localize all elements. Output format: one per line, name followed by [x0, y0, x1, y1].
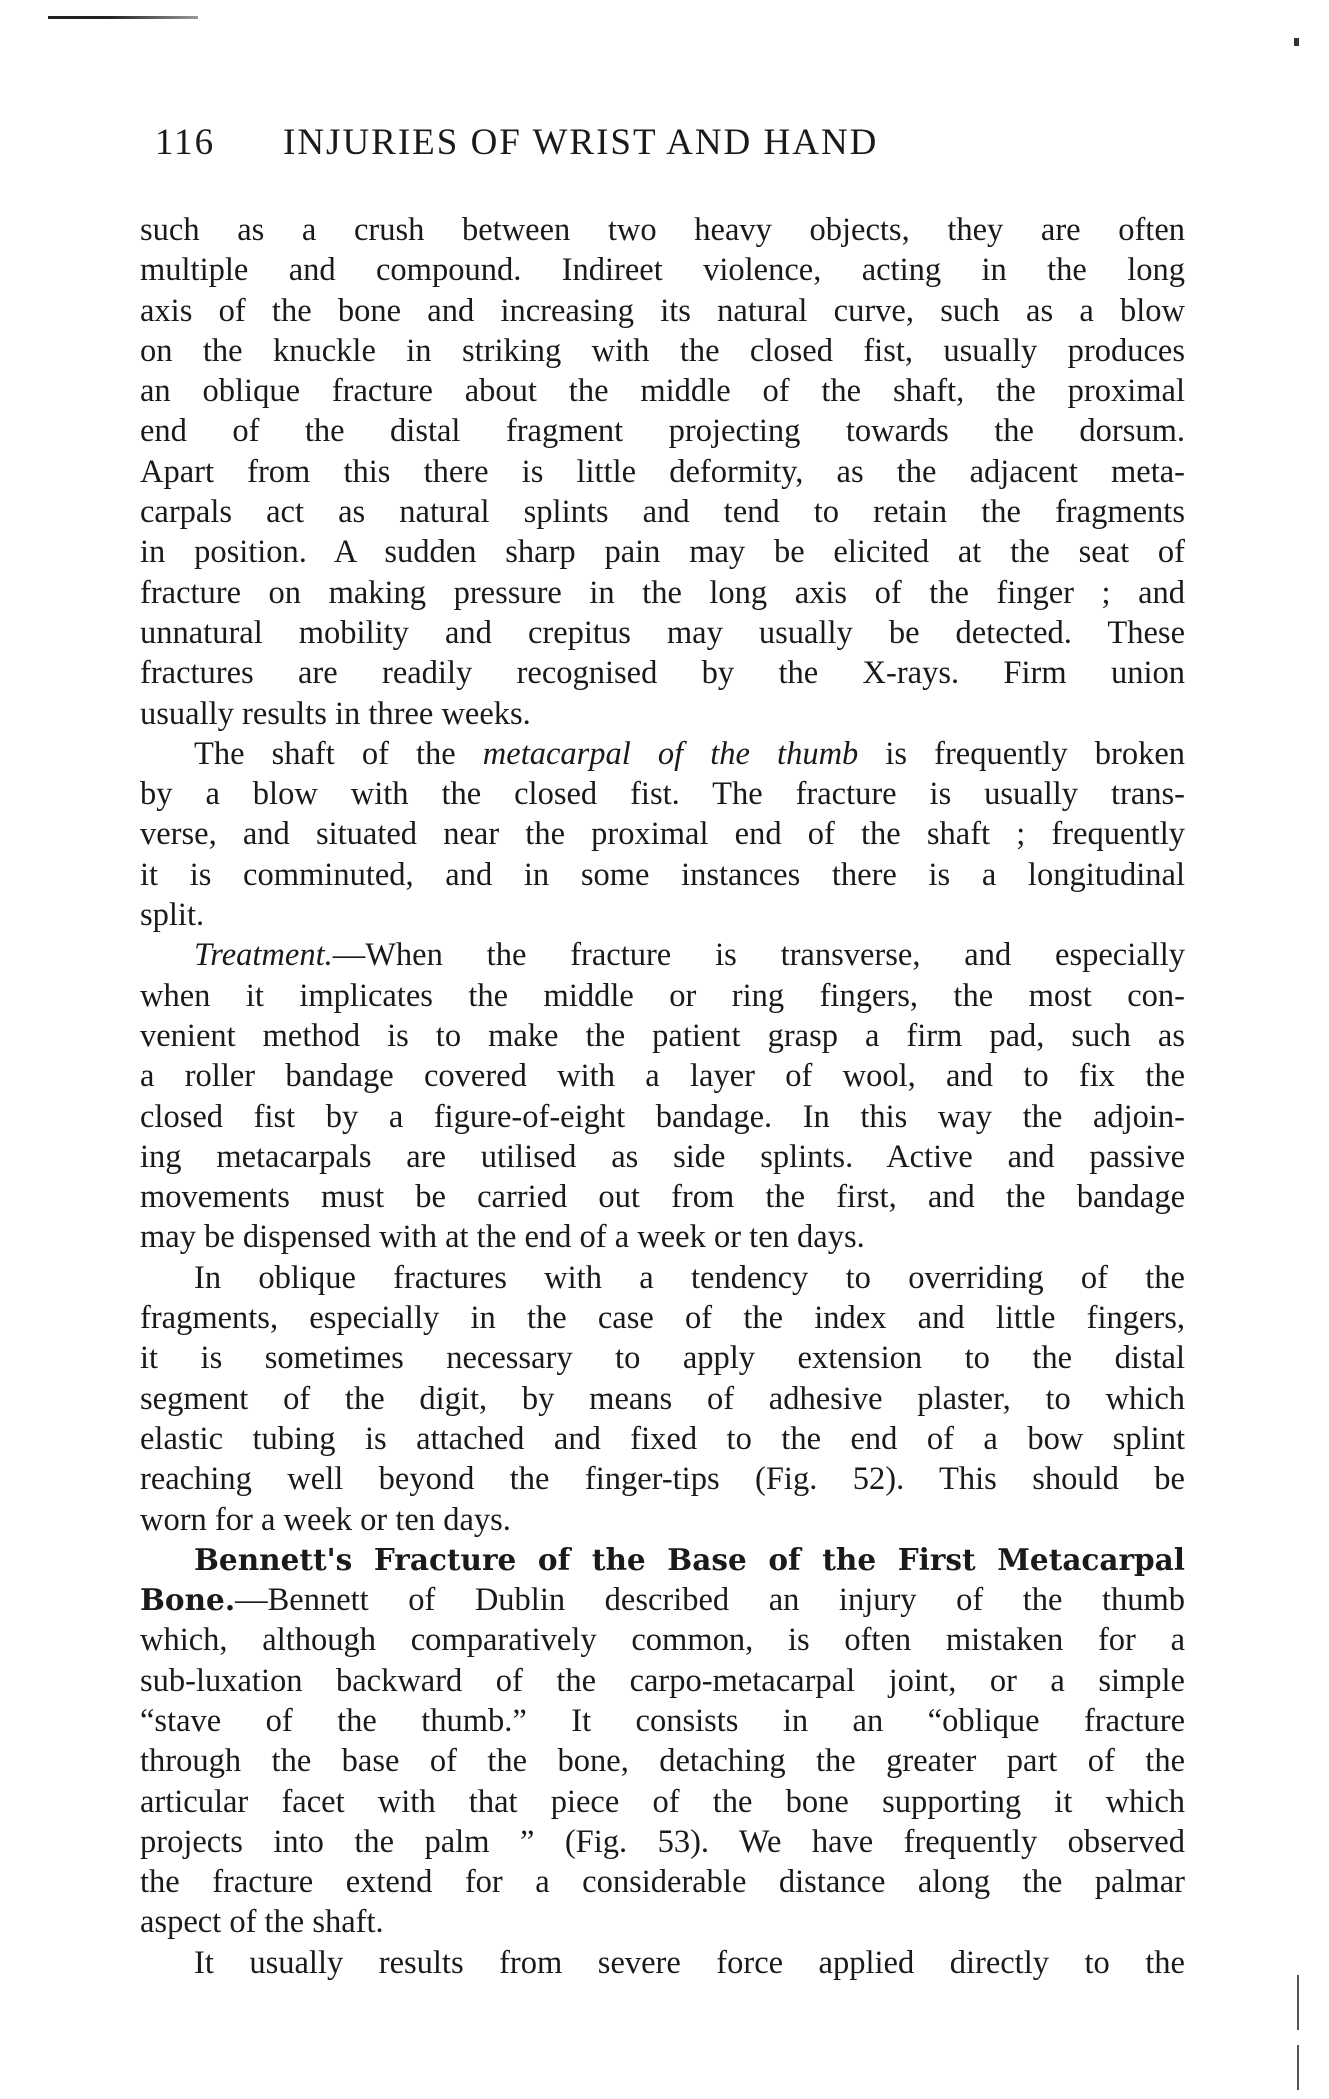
text-line [140, 1379, 1185, 1419]
text-line [140, 250, 1185, 290]
line-text: carpals act as natural splints and tend to retain the fragments [140, 494, 1185, 531]
section-heading: Bennett's Fracture of the Base of the First Metacarpal [194, 1541, 1185, 1577]
line-text: it is sometimes necessary to apply extension to the distal [140, 1340, 1185, 1377]
line-text: movements must be carried out from the first, and the bandage [140, 1179, 1185, 1216]
line-text: —When the fracture is transverse, and especially [332, 937, 1185, 974]
line-text: an oblique fracture about the middle of the shaft, the proximal [140, 373, 1185, 410]
scan-artifact-top-left [48, 16, 198, 19]
text-line [140, 694, 1185, 734]
text-line [140, 1701, 1185, 1741]
line-text: In oblique fractures with a tendency to overriding of the [194, 1259, 1185, 1296]
text-line [140, 371, 1185, 411]
text-line [140, 1580, 1185, 1620]
text-line [140, 492, 1185, 532]
text-line [140, 1258, 1185, 1298]
text-line [140, 210, 1185, 250]
emphasis-text: metacarpal of the thumb [482, 735, 859, 772]
line-text: venient method is to make the patient grasp a firm pad, such as [140, 1017, 1185, 1054]
text-line [140, 1862, 1185, 1902]
line-text: is frequently broken [858, 735, 1186, 772]
line-text: end of the distal fragment projecting towards the dorsum. [140, 413, 1185, 450]
text-line [140, 1298, 1185, 1338]
line-text: ing metacarpals are utilised as side splints. Active and passive [140, 1138, 1185, 1175]
line-text: by a blow with the closed fist. The fracture is usually trans- [140, 776, 1185, 813]
line-text: it is comminuted, and in some instances there is a longitudinal [140, 856, 1185, 893]
text-line [140, 1540, 1185, 1580]
line-text: fractures are readily recognised by the X-rays. Firm union [140, 655, 1185, 692]
line-text: aspect of the shaft. [140, 1904, 384, 1941]
text-line [140, 855, 1185, 895]
section-heading: Bone. [140, 1582, 236, 1618]
text-line [140, 1782, 1185, 1822]
text-line [140, 1943, 1185, 1983]
line-text: segment of the digit, by means of adhesive plaster, to which [140, 1380, 1185, 1417]
line-text: in position. A sudden sharp pain may be elicited at the seat of [140, 534, 1185, 571]
line-text: —Bennett of Dublin described an injury of the thumb [235, 1582, 1185, 1619]
text-line [140, 1016, 1185, 1056]
text-line [140, 291, 1185, 331]
line-text: a roller bandage covered with a layer of wool, and to fix the [140, 1058, 1185, 1095]
text-line [140, 1056, 1185, 1096]
text-line [140, 613, 1185, 653]
text-line [140, 1741, 1185, 1781]
line-text: projects into the palm ” (Fig. 53). We have frequently observed [140, 1823, 1185, 1860]
body-text [140, 210, 1185, 1983]
line-text: when it implicates the middle or ring fingers, the most con- [140, 977, 1185, 1014]
line-text: which, although comparatively common, is often mistaken for a [140, 1622, 1185, 1659]
line-text: It usually results from severe force applied directly to the [194, 1944, 1185, 1981]
text-line [140, 814, 1185, 854]
line-text: articular facet with that piece of the bone supporting it which [140, 1783, 1185, 1820]
text-line [140, 976, 1185, 1016]
text-line [140, 1097, 1185, 1137]
line-text: unnatural mobility and crepitus may usually be detected. These [140, 614, 1185, 651]
line-text: on the knuckle in striking with the closed fist, usually produces [140, 332, 1185, 369]
line-text: closed fist by a figure-of-eight bandage. In this way the adjoin- [140, 1098, 1185, 1135]
text-line [140, 573, 1185, 613]
text-line [140, 734, 1185, 774]
line-text: worn for a week or ten days. [140, 1501, 511, 1538]
text-line [140, 1419, 1185, 1459]
line-text: usually results in three weeks. [140, 695, 531, 732]
line-text: sub-luxation backward of the carpo-metacarpal joint, or a simple [140, 1662, 1185, 1699]
text-line [140, 1217, 1185, 1257]
text-line [140, 653, 1185, 693]
text-line [140, 935, 1185, 975]
text-line [140, 411, 1185, 451]
text-line [140, 1620, 1185, 1660]
scan-artifact-edge-line [1297, 2045, 1299, 2090]
line-text: Apart from this there is little deformity, as the adjacent meta- [140, 453, 1185, 490]
text-line [140, 1338, 1185, 1378]
line-text: through the base of the bone, detaching the greater part of the [140, 1743, 1185, 1780]
text-line [140, 1902, 1185, 1942]
running-header [155, 118, 1185, 168]
line-text: verse, and situated near the proximal end of the shaft ; frequently [140, 816, 1185, 853]
line-text: fracture on making pressure in the long axis of the finger ; and [140, 574, 1185, 611]
text-line [140, 331, 1185, 371]
running-title: INJURIES OF WRIST AND HAND [283, 122, 879, 163]
line-text: may be dispensed with at the end of a week or ten days. [140, 1219, 865, 1256]
emphasis-text: Treatment. [194, 937, 333, 974]
line-text: the fracture extend for a considerable distance along the palmar [140, 1864, 1185, 1901]
text-line [140, 1822, 1185, 1862]
text-line [140, 452, 1185, 492]
text-line [140, 1459, 1185, 1499]
text-line [140, 1661, 1185, 1701]
page-number: 116 [155, 122, 216, 163]
text-line [140, 895, 1185, 935]
text-line [140, 1177, 1185, 1217]
line-text: The shaft of the [194, 735, 483, 772]
text-line [140, 532, 1185, 572]
text-line [140, 1500, 1185, 1540]
line-text: fragments, especially in the case of the index and little fingers, [140, 1300, 1185, 1337]
line-text: elastic tubing is attached and fixed to the end of a bow splint [140, 1420, 1185, 1457]
line-text: “stave of the thumb.” It consists in an “oblique fracture [140, 1702, 1185, 1739]
text-line [140, 774, 1185, 814]
scan-artifact-top-right [1294, 38, 1299, 46]
scan-artifact-edge-line [1297, 1975, 1299, 2030]
line-text: such as a crush between two heavy objects, they are often [140, 212, 1185, 248]
line-text: split. [140, 897, 205, 934]
line-text: axis of the bone and increasing its natural curve, such as a blow [140, 292, 1185, 329]
text-line [140, 1137, 1185, 1177]
line-text: multiple and compound. Indireet violence, acting in the long [140, 252, 1185, 289]
line-text: reaching well beyond the finger-tips (Fig. 52). This should be [140, 1461, 1185, 1498]
